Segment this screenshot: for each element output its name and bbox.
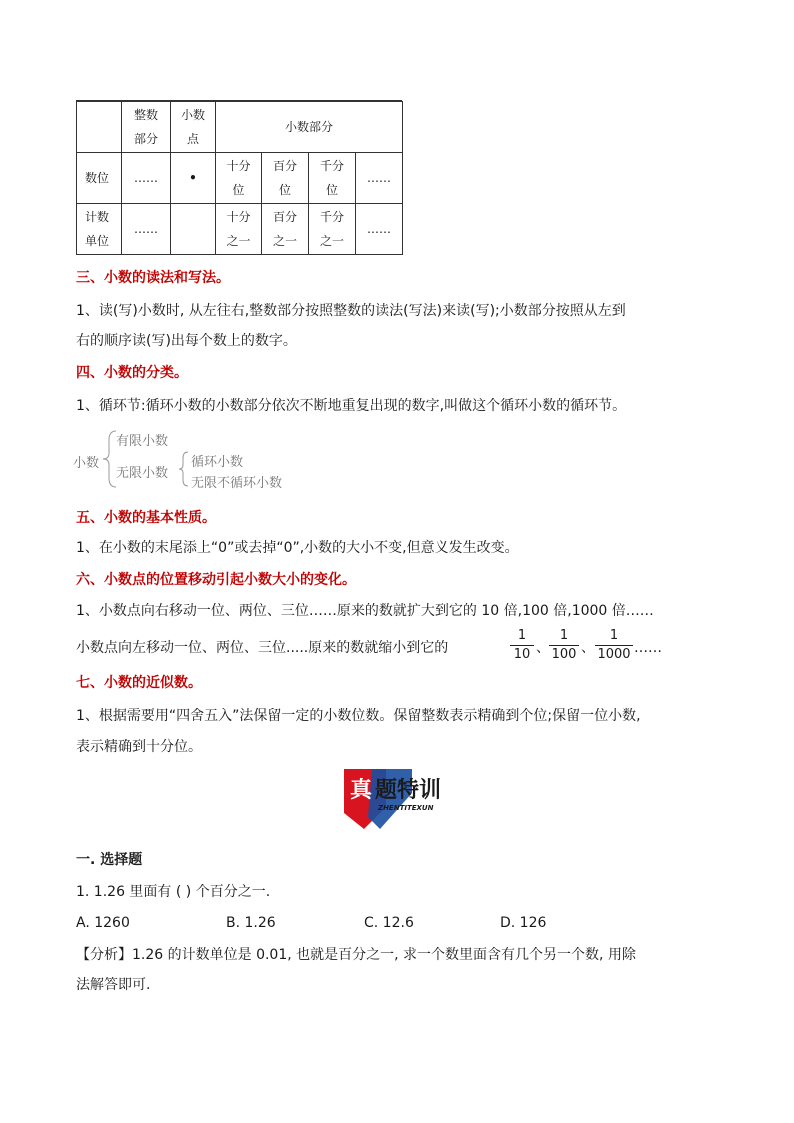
row-label-place: 数位 xyxy=(77,153,122,204)
analysis-line2: 法解答即可. xyxy=(76,977,151,993)
option-d: D. 126 xyxy=(500,915,547,931)
header-decimal-part: 小数部分 xyxy=(216,102,403,153)
unit-hundredths: 百分 之一 xyxy=(262,204,309,255)
logo-subtitle: ZHENTITEXUN xyxy=(378,804,434,812)
diagram-infinite: 无限小数 xyxy=(116,466,169,481)
section7-line2: 表示精确到十分位。 xyxy=(76,739,202,755)
section5-line1: 1、在小数的末尾添上“0”或去掉“0”,小数的大小不变,但意义发生改变。 xyxy=(76,540,519,556)
fraction-1-1000: 1 1000 xyxy=(595,628,633,663)
row-label-unit: 计数 单位 xyxy=(77,204,122,255)
section4-line1: 1、循环节:循环小数的小数部分依次不断地重复出现的数字,叫做这个循环小数的循环节。 xyxy=(76,398,627,414)
section7-title: 七、小数的近似数。 xyxy=(76,675,202,691)
section4-title: 四、小数的分类。 xyxy=(76,365,188,381)
place-more-ellipsis: …… xyxy=(356,153,403,204)
analysis-line1: 【分析】1.26 的计数单位是 0.01, 也就是百分之一, 求一个数里面含有几个另一个数, 用除 xyxy=(76,947,636,963)
unit-integer-ellipsis: …… xyxy=(122,204,171,255)
place-value-table xyxy=(76,101,403,255)
logo-chars-titexun: 题特训 xyxy=(375,778,442,803)
question-1: 1. 1.26 里面有 ( ) 个百分之一. xyxy=(76,884,271,900)
fraction-ellipsis: …… xyxy=(634,640,662,656)
diagram-finite: 有限小数 xyxy=(116,434,169,449)
diagram-repeating: 循环小数 xyxy=(191,455,244,470)
section3-line2: 右的顺序读(写)出每个数上的数字。 xyxy=(76,333,297,349)
option-c: C. 12.6 xyxy=(364,915,414,931)
brace-right-icon xyxy=(177,450,191,488)
unit-thousandths: 千分 之一 xyxy=(309,204,356,255)
section7-line1: 1、根据需要用“四舍五入”法保留一定的小数位数。保留整数表示精确到个位;保留一位小数, xyxy=(76,708,641,724)
section6-title: 六、小数点的位置移动引起小数大小的变化。 xyxy=(76,572,356,588)
exercise-heading: 一. 选择题 xyxy=(76,852,143,868)
unit-point-empty xyxy=(171,204,216,255)
diagram-root: 小数 xyxy=(73,456,100,471)
diagram-non-repeating: 无限不循环小数 xyxy=(191,476,283,491)
section5-title: 五、小数的基本性质。 xyxy=(76,510,216,526)
logo-char-zhen: 真 xyxy=(350,778,373,803)
section6-line1: 1、小数点向右移动一位、两位、三位……原来的数就扩大到它的 10 倍,100 倍,1000 倍…… xyxy=(76,603,654,619)
place-hundredths: 百分 位 xyxy=(262,153,309,204)
header-decimal-point: 小数 点 xyxy=(171,102,216,153)
section6-line2: 小数点向左移动一位、两位、三位.....原来的数就缩小到它的 xyxy=(76,640,449,656)
fraction-1-10: 1 10 xyxy=(510,628,534,663)
option-a: A. 1260 xyxy=(76,915,130,931)
unit-tenths: 十分 之一 xyxy=(216,204,262,255)
place-point: • xyxy=(171,153,216,204)
unit-more-ellipsis: …… xyxy=(356,204,403,255)
zhenti-texun-logo xyxy=(342,767,454,831)
table-corner-cell xyxy=(77,102,122,153)
place-thousandths: 千分 位 xyxy=(309,153,356,204)
header-integer-part: 整数 部分 xyxy=(122,102,171,153)
fraction-separator-2: 、 xyxy=(581,640,595,656)
fraction-separator-1: 、 xyxy=(536,640,550,656)
place-integer-ellipsis: …… xyxy=(122,153,171,204)
place-tenths: 十分 位 xyxy=(216,153,262,204)
option-b: B. 1.26 xyxy=(226,915,276,931)
section3-line1: 1、读(写)小数时, 从左往右,整数部分按照整数的读法(写法)来读(写);小数部分按照从左到 xyxy=(76,303,626,319)
section3-title: 三、小数的读法和写法。 xyxy=(76,270,230,286)
fraction-1-100: 1 100 xyxy=(549,628,579,663)
